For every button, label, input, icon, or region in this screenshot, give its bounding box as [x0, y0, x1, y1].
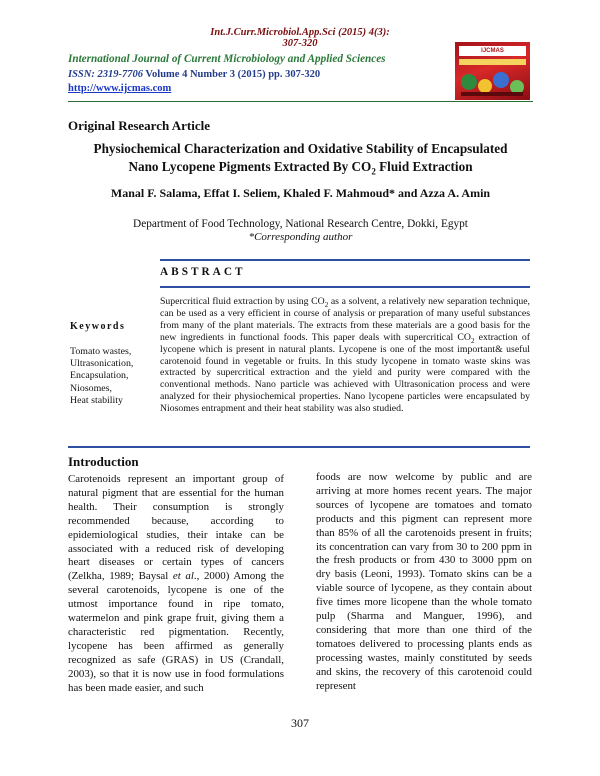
abstract-bottom-rule — [68, 446, 530, 448]
authors: Manal F. Salama, Effat I. Seliem, Khaled F. Mahmoud* and Azza A. Amin — [110, 186, 491, 200]
abstract-heading-rule — [160, 286, 530, 288]
article-type: Original Research Article — [68, 118, 211, 133]
page-number: 307 — [291, 716, 309, 730]
keywords-list — [68, 346, 148, 407]
paper-title — [68, 140, 533, 181]
header-rule — [68, 101, 533, 102]
running-head: Int.J.Curr.Microbiol.App.Sci (2015) 4(3): 307-320 — [210, 27, 390, 49]
cover-artwork — [455, 68, 530, 100]
abstract-text: Supercritical fluid extraction by using $CO_2$ as a solvent, a relatively new separation technique, can be used as a very efficient in course of analysis or preparation of many useful substances from many of the plant materials. The extracts from these materials are a good basis for the new ingredients in functional foods. This paper deals with supercritical $CO_2$ extraction of lycopene which is present in natural plants. Lycopene is one of the most important& useful carotenoid found in vegetable or fruits. In this study lycopene in tomato waste skins was extracted by supercritical extraction and the yield and purity were compared with the conventional methods. Nano particle was achieved with Ultrasonication process and were analyzed for their physiochemical properties. Nano lycopene particles were encapsulated by Niosomes entrapment and their heat stability was also studied. — [160, 296, 531, 415]
journal-url-link[interactable]: http://www.ijcmas.com — [68, 83, 172, 94]
issn-volume: Volume 4 Number 3 (2015) pp. 307-320 — [145, 69, 321, 80]
paper-title-line1: Physiochemical Characterization and Oxidative Stability of Encapsulated — [93, 141, 508, 156]
cover-title: IJCMAS — [459, 46, 526, 56]
keywords-heading: Keywords — [70, 321, 126, 332]
paper-title-line2: Nano Lycopene Pigments Extracted By $CO_2$ Fluid Extraction — [128, 159, 473, 177]
affiliation: Department of Food Technology, National Research Centre, Dokki, Egypt — [133, 218, 468, 230]
journal-issn — [68, 69, 320, 80]
keyword-item: Encapsulation, — [70, 370, 129, 382]
intro-left-column: Carotenoids represent an important group of natural pigment that are essential for the human health. Their consumption is strongly recommended because, according to epidemiological studies, their intake can be associated with a reduced risk of developing heart diseases or certain types of cancers (Zelkha, 1989; Baysal et al., 2000) Among the several carotenoids, lycopene is one of the utmost importance found in ripe tomato, watermelon and pink grape fruit, giving them a characteristic red pigmentation. Recently, lycopene has been affirmed as generally recognized as safe (GRAS) in US (Crandall, 2003), so that it is now use in food formulations has been made easier, and such — [68, 473, 284, 694]
keyword-item: Tomato wastes, — [70, 346, 132, 357]
intro-right-column: foods are now welcome by public and are arriving at more homes recent years. The major sources of lycopene are tomatoes and tomato products and this pigment can represent more than 85% of all the carotenoids present in fruits; its concentration can vary from 30 to 200 ppm in the fresh products or from 430 to 3000 ppm on dry basis (Leoni, 1993). Tomato skins can be a viable source of lycopene, as they contain about five times more licopene than the whole tomato pulp (Sharma and Manguer, 1996), and considering that more than one third of the tomatoes delivered to processing plants ends as processing wastes, mainly constituted by seeds and skins, the recovery of this carotenoid could represent — [316, 471, 532, 692]
journal-cover-image — [455, 42, 530, 100]
keywords-box — [68, 315, 148, 407]
keyword-item: Niosomes, — [70, 382, 112, 394]
introduction-heading: Introduction — [68, 454, 139, 469]
abstract-top-rule — [160, 259, 530, 261]
keyword-item: Ultrasonication, — [70, 358, 134, 370]
abstract-heading: ABSTRACT — [160, 266, 246, 278]
cover-band — [459, 59, 526, 65]
issn-label: ISSN: 2319-7706 — [68, 69, 143, 80]
corresponding-author-note: *Corresponding author — [248, 231, 353, 243]
journal-title: International Journal of Current Microbiology and Applied Sciences — [68, 53, 386, 65]
keyword-item: Heat stability — [70, 394, 123, 406]
